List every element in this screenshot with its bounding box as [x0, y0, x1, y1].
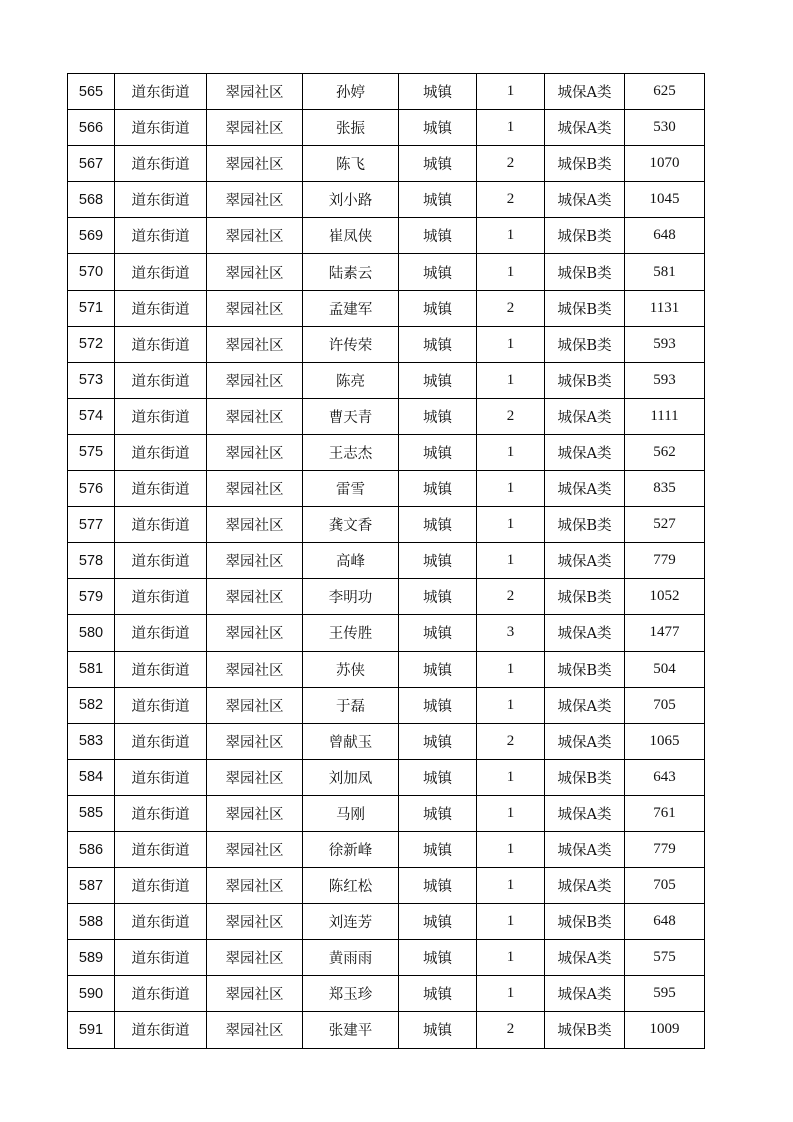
assistance-category-cell: 城保A类: [545, 687, 625, 723]
household-size-cell: 1: [477, 940, 545, 976]
amount-cell: 1009: [625, 1012, 705, 1048]
subdistrict-cell: 道东街道: [115, 687, 207, 723]
amount-cell: 705: [625, 868, 705, 904]
community-cell: 翠园社区: [207, 507, 303, 543]
household-size-cell: 1: [477, 507, 545, 543]
table-row: [68, 507, 705, 543]
residence-type-cell: 城镇: [399, 434, 477, 470]
table-row: [68, 579, 705, 615]
row-number-cell: 578: [68, 543, 115, 579]
residence-type-cell: 城镇: [399, 687, 477, 723]
subdistrict-cell: 道东街道: [115, 146, 207, 182]
table-row: [68, 326, 705, 362]
community-cell: 翠园社区: [207, 651, 303, 687]
subdistrict-cell: 道东街道: [115, 326, 207, 362]
row-number-cell: 576: [68, 471, 115, 507]
community-cell: 翠园社区: [207, 759, 303, 795]
community-cell: 翠园社区: [207, 434, 303, 470]
name-cell: 张建平: [303, 1012, 399, 1048]
subdistrict-cell: 道东街道: [115, 543, 207, 579]
row-number-cell: 581: [68, 651, 115, 687]
table-row: [68, 831, 705, 867]
row-number-cell: 579: [68, 579, 115, 615]
subdistrict-cell: 道东街道: [115, 398, 207, 434]
residence-type-cell: 城镇: [399, 868, 477, 904]
name-cell: 高峰: [303, 543, 399, 579]
community-cell: 翠园社区: [207, 326, 303, 362]
assistance-category-cell: 城保B类: [545, 326, 625, 362]
document-page: [67, 73, 704, 1049]
subdistrict-cell: 道东街道: [115, 904, 207, 940]
table-row: [68, 254, 705, 290]
household-size-cell: 1: [477, 254, 545, 290]
residence-type-cell: 城镇: [399, 1012, 477, 1048]
community-cell: 翠园社区: [207, 543, 303, 579]
residence-type-cell: 城镇: [399, 579, 477, 615]
row-number-cell: 591: [68, 1012, 115, 1048]
residence-type-cell: 城镇: [399, 182, 477, 218]
household-size-cell: 3: [477, 615, 545, 651]
subdistrict-cell: 道东街道: [115, 507, 207, 543]
residence-type-cell: 城镇: [399, 795, 477, 831]
household-size-cell: 2: [477, 182, 545, 218]
name-cell: 孙婷: [303, 74, 399, 110]
household-size-cell: 1: [477, 795, 545, 831]
amount-cell: 1477: [625, 615, 705, 651]
residence-type-cell: 城镇: [399, 723, 477, 759]
household-size-cell: 1: [477, 868, 545, 904]
household-size-cell: 1: [477, 434, 545, 470]
residence-type-cell: 城镇: [399, 218, 477, 254]
table-row: [68, 543, 705, 579]
table-row: [68, 1012, 705, 1048]
table-row: [68, 795, 705, 831]
row-number-cell: 573: [68, 362, 115, 398]
assistance-category-cell: 城保B类: [545, 146, 625, 182]
assistance-category-cell: 城保A类: [545, 434, 625, 470]
subdistrict-cell: 道东街道: [115, 254, 207, 290]
name-cell: 雷雪: [303, 471, 399, 507]
table-row: [68, 723, 705, 759]
amount-cell: 581: [625, 254, 705, 290]
table-row: [68, 290, 705, 326]
amount-cell: 1052: [625, 579, 705, 615]
subdistrict-cell: 道东街道: [115, 723, 207, 759]
community-cell: 翠园社区: [207, 398, 303, 434]
amount-cell: 625: [625, 74, 705, 110]
assistance-category-cell: 城保A类: [545, 868, 625, 904]
residence-type-cell: 城镇: [399, 398, 477, 434]
household-size-cell: 2: [477, 1012, 545, 1048]
name-cell: 苏侠: [303, 651, 399, 687]
subdistrict-cell: 道东街道: [115, 434, 207, 470]
household-size-cell: 1: [477, 543, 545, 579]
table-row: [68, 362, 705, 398]
name-cell: 黄雨雨: [303, 940, 399, 976]
name-cell: 龚文香: [303, 507, 399, 543]
community-cell: 翠园社区: [207, 362, 303, 398]
household-size-cell: 2: [477, 290, 545, 326]
residence-type-cell: 城镇: [399, 74, 477, 110]
amount-cell: 648: [625, 218, 705, 254]
subdistrict-cell: 道东街道: [115, 795, 207, 831]
row-number-cell: 568: [68, 182, 115, 218]
assistance-category-cell: 城保A类: [545, 74, 625, 110]
roster-body: [68, 74, 705, 1049]
assistance-category-cell: 城保A类: [545, 940, 625, 976]
household-size-cell: 1: [477, 326, 545, 362]
household-size-cell: 1: [477, 651, 545, 687]
amount-cell: 835: [625, 471, 705, 507]
amount-cell: 1045: [625, 182, 705, 218]
row-number-cell: 575: [68, 434, 115, 470]
household-size-cell: 1: [477, 362, 545, 398]
community-cell: 翠园社区: [207, 687, 303, 723]
assistance-category-cell: 城保B类: [545, 1012, 625, 1048]
table-row: [68, 434, 705, 470]
row-number-cell: 590: [68, 976, 115, 1012]
residence-type-cell: 城镇: [399, 904, 477, 940]
name-cell: 孟建军: [303, 290, 399, 326]
residence-type-cell: 城镇: [399, 543, 477, 579]
amount-cell: 1111: [625, 398, 705, 434]
amount-cell: 705: [625, 687, 705, 723]
community-cell: 翠园社区: [207, 182, 303, 218]
table-row: [68, 74, 705, 110]
assistance-category-cell: 城保A类: [545, 543, 625, 579]
row-number-cell: 585: [68, 795, 115, 831]
household-size-cell: 1: [477, 471, 545, 507]
residence-type-cell: 城镇: [399, 290, 477, 326]
subdistrict-cell: 道东街道: [115, 615, 207, 651]
row-number-cell: 587: [68, 868, 115, 904]
residence-type-cell: 城镇: [399, 831, 477, 867]
community-cell: 翠园社区: [207, 290, 303, 326]
assistance-category-cell: 城保B类: [545, 904, 625, 940]
subdistrict-cell: 道东街道: [115, 868, 207, 904]
table-row: [68, 651, 705, 687]
residence-type-cell: 城镇: [399, 362, 477, 398]
assistance-category-cell: 城保A类: [545, 471, 625, 507]
assistance-category-cell: 城保B类: [545, 507, 625, 543]
row-number-cell: 588: [68, 904, 115, 940]
household-size-cell: 2: [477, 723, 545, 759]
subdistrict-cell: 道东街道: [115, 362, 207, 398]
residence-type-cell: 城镇: [399, 326, 477, 362]
assistance-category-cell: 城保B类: [545, 651, 625, 687]
amount-cell: 1065: [625, 723, 705, 759]
community-cell: 翠园社区: [207, 976, 303, 1012]
subdistrict-cell: 道东街道: [115, 471, 207, 507]
table-row: [68, 146, 705, 182]
name-cell: 王传胜: [303, 615, 399, 651]
community-cell: 翠园社区: [207, 795, 303, 831]
assistance-category-cell: 城保B类: [545, 218, 625, 254]
amount-cell: 1131: [625, 290, 705, 326]
name-cell: 刘加凤: [303, 759, 399, 795]
name-cell: 崔凤侠: [303, 218, 399, 254]
household-size-cell: 1: [477, 218, 545, 254]
community-cell: 翠园社区: [207, 471, 303, 507]
assistance-category-cell: 城保B类: [545, 759, 625, 795]
table-row: [68, 904, 705, 940]
community-cell: 翠园社区: [207, 146, 303, 182]
community-cell: 翠园社区: [207, 1012, 303, 1048]
name-cell: 刘小路: [303, 182, 399, 218]
community-cell: 翠园社区: [207, 615, 303, 651]
table-row: [68, 218, 705, 254]
subdistrict-cell: 道东街道: [115, 290, 207, 326]
assistance-category-cell: 城保B类: [545, 290, 625, 326]
row-number-cell: 582: [68, 687, 115, 723]
name-cell: 曹天青: [303, 398, 399, 434]
name-cell: 刘连芳: [303, 904, 399, 940]
subdistrict-cell: 道东街道: [115, 110, 207, 146]
row-number-cell: 589: [68, 940, 115, 976]
amount-cell: 562: [625, 434, 705, 470]
subdistrict-cell: 道东街道: [115, 940, 207, 976]
amount-cell: 643: [625, 759, 705, 795]
name-cell: 李明功: [303, 579, 399, 615]
assistance-category-cell: 城保A类: [545, 615, 625, 651]
amount-cell: 504: [625, 651, 705, 687]
amount-cell: 648: [625, 904, 705, 940]
name-cell: 徐新峰: [303, 831, 399, 867]
community-cell: 翠园社区: [207, 254, 303, 290]
name-cell: 陆素云: [303, 254, 399, 290]
table-row: [68, 868, 705, 904]
amount-cell: 527: [625, 507, 705, 543]
table-row: [68, 182, 705, 218]
subsidy-roster-table: [67, 73, 705, 1049]
community-cell: 翠园社区: [207, 940, 303, 976]
table-row: [68, 398, 705, 434]
name-cell: 张振: [303, 110, 399, 146]
household-size-cell: 2: [477, 579, 545, 615]
name-cell: 陈飞: [303, 146, 399, 182]
name-cell: 陈红松: [303, 868, 399, 904]
household-size-cell: 1: [477, 74, 545, 110]
amount-cell: 593: [625, 362, 705, 398]
community-cell: 翠园社区: [207, 579, 303, 615]
table-row: [68, 687, 705, 723]
household-size-cell: 1: [477, 687, 545, 723]
table-row: [68, 759, 705, 795]
residence-type-cell: 城镇: [399, 507, 477, 543]
residence-type-cell: 城镇: [399, 615, 477, 651]
row-number-cell: 565: [68, 74, 115, 110]
row-number-cell: 571: [68, 290, 115, 326]
amount-cell: 575: [625, 940, 705, 976]
residence-type-cell: 城镇: [399, 940, 477, 976]
residence-type-cell: 城镇: [399, 759, 477, 795]
amount-cell: 593: [625, 326, 705, 362]
subdistrict-cell: 道东街道: [115, 759, 207, 795]
assistance-category-cell: 城保B类: [545, 362, 625, 398]
table-row: [68, 471, 705, 507]
assistance-category-cell: 城保A类: [545, 795, 625, 831]
name-cell: 马刚: [303, 795, 399, 831]
row-number-cell: 566: [68, 110, 115, 146]
community-cell: 翠园社区: [207, 218, 303, 254]
row-number-cell: 586: [68, 831, 115, 867]
assistance-category-cell: 城保A类: [545, 723, 625, 759]
subdistrict-cell: 道东街道: [115, 182, 207, 218]
row-number-cell: 577: [68, 507, 115, 543]
amount-cell: 779: [625, 831, 705, 867]
amount-cell: 761: [625, 795, 705, 831]
row-number-cell: 567: [68, 146, 115, 182]
household-size-cell: 1: [477, 110, 545, 146]
assistance-category-cell: 城保A类: [545, 182, 625, 218]
name-cell: 曾献玉: [303, 723, 399, 759]
name-cell: 许传荣: [303, 326, 399, 362]
table-row: [68, 976, 705, 1012]
amount-cell: 1070: [625, 146, 705, 182]
residence-type-cell: 城镇: [399, 976, 477, 1012]
table-row: [68, 615, 705, 651]
community-cell: 翠园社区: [207, 831, 303, 867]
residence-type-cell: 城镇: [399, 110, 477, 146]
subdistrict-cell: 道东街道: [115, 1012, 207, 1048]
table-row: [68, 110, 705, 146]
assistance-category-cell: 城保A类: [545, 110, 625, 146]
assistance-category-cell: 城保B类: [545, 579, 625, 615]
community-cell: 翠园社区: [207, 110, 303, 146]
subdistrict-cell: 道东街道: [115, 218, 207, 254]
subdistrict-cell: 道东街道: [115, 74, 207, 110]
table-row: [68, 940, 705, 976]
name-cell: 郑玉珍: [303, 976, 399, 1012]
assistance-category-cell: 城保B类: [545, 254, 625, 290]
household-size-cell: 2: [477, 146, 545, 182]
amount-cell: 530: [625, 110, 705, 146]
assistance-category-cell: 城保A类: [545, 976, 625, 1012]
residence-type-cell: 城镇: [399, 471, 477, 507]
household-size-cell: 2: [477, 398, 545, 434]
household-size-cell: 1: [477, 759, 545, 795]
subdistrict-cell: 道东街道: [115, 651, 207, 687]
name-cell: 王志杰: [303, 434, 399, 470]
residence-type-cell: 城镇: [399, 146, 477, 182]
community-cell: 翠园社区: [207, 74, 303, 110]
row-number-cell: 580: [68, 615, 115, 651]
residence-type-cell: 城镇: [399, 254, 477, 290]
amount-cell: 779: [625, 543, 705, 579]
assistance-category-cell: 城保A类: [545, 398, 625, 434]
residence-type-cell: 城镇: [399, 651, 477, 687]
community-cell: 翠园社区: [207, 904, 303, 940]
subdistrict-cell: 道东街道: [115, 976, 207, 1012]
subdistrict-cell: 道东街道: [115, 579, 207, 615]
assistance-category-cell: 城保A类: [545, 831, 625, 867]
row-number-cell: 569: [68, 218, 115, 254]
row-number-cell: 583: [68, 723, 115, 759]
community-cell: 翠园社区: [207, 868, 303, 904]
name-cell: 陈亮: [303, 362, 399, 398]
household-size-cell: 1: [477, 831, 545, 867]
community-cell: 翠园社区: [207, 723, 303, 759]
row-number-cell: 584: [68, 759, 115, 795]
name-cell: 于磊: [303, 687, 399, 723]
household-size-cell: 1: [477, 904, 545, 940]
amount-cell: 595: [625, 976, 705, 1012]
row-number-cell: 570: [68, 254, 115, 290]
row-number-cell: 572: [68, 326, 115, 362]
row-number-cell: 574: [68, 398, 115, 434]
household-size-cell: 1: [477, 976, 545, 1012]
subdistrict-cell: 道东街道: [115, 831, 207, 867]
